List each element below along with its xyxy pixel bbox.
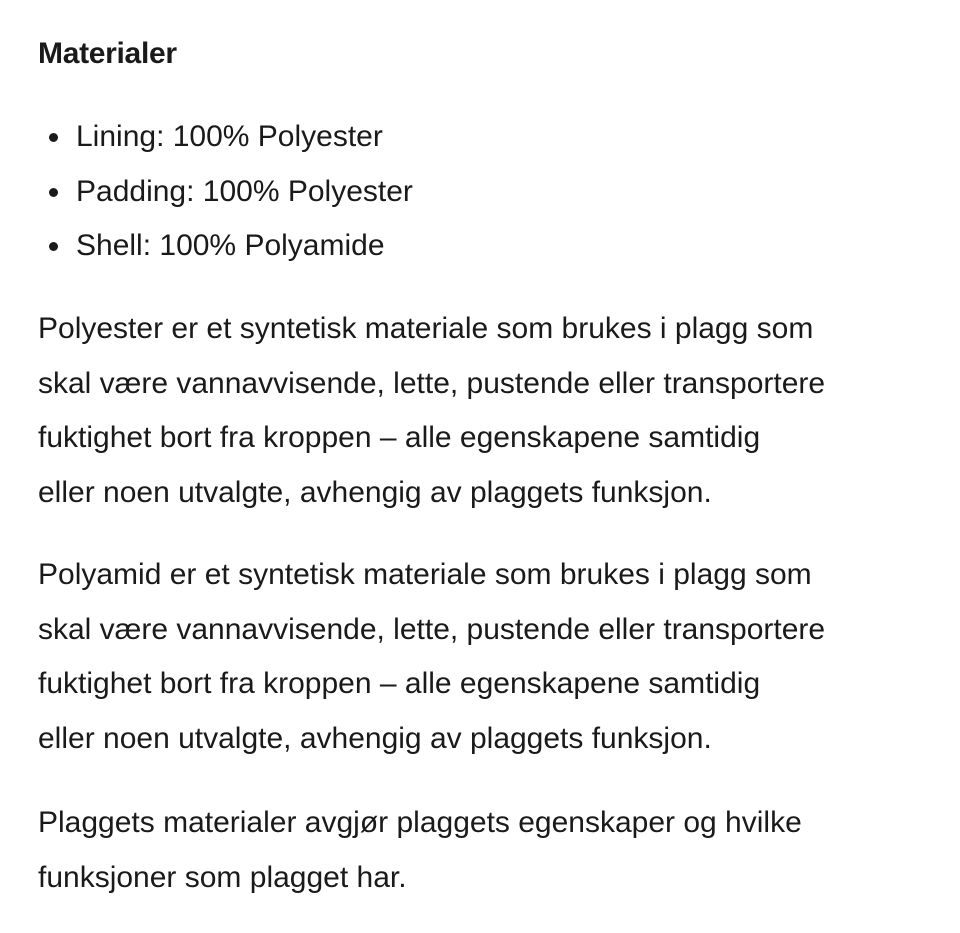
material-lining: Lining: 100% Polyester bbox=[76, 120, 383, 153]
list-item bbox=[38, 219, 413, 274]
section-heading: Materialer bbox=[38, 37, 177, 70]
text-line: skal være vannavvisende, lette, pustende eller transportere bbox=[38, 366, 826, 400]
text-line: fuktighet bort fra kroppen – alle egenskapene samtidig bbox=[38, 421, 761, 454]
bullet-icon bbox=[49, 133, 58, 142]
list-item bbox=[38, 110, 413, 165]
text-line: eller noen utvalgte, avhengig av plaggets funksjon. bbox=[38, 475, 712, 509]
text-line: Polyester er et syntetisk materiale som brukes i plagg som bbox=[38, 312, 814, 345]
bullet-icon bbox=[49, 188, 58, 197]
text-line: Plaggets materialer avgjør plaggets egenskaper og hvilke bbox=[38, 806, 802, 839]
text-line: Polyamid er et syntetisk materiale som brukes i plagg som bbox=[38, 558, 812, 591]
material-shell: Shell: 100% Polyamide bbox=[76, 229, 385, 262]
text-line: funksjoner som plagget har. bbox=[38, 860, 407, 894]
materials-summary bbox=[38, 796, 938, 905]
text-line: skal være vannavvisende, lette, pustende eller transportere bbox=[38, 612, 826, 646]
bullet-icon bbox=[49, 242, 58, 251]
text-line: eller noen utvalgte, avhengig av plaggets funksjon. bbox=[38, 721, 712, 755]
materials-list bbox=[38, 110, 413, 274]
polyamide-description bbox=[38, 548, 938, 766]
list-item bbox=[38, 165, 413, 220]
polyester-description bbox=[38, 302, 938, 520]
material-padding: Padding: 100% Polyester bbox=[76, 174, 413, 208]
text-line: fuktighet bort fra kroppen – alle egenskapene samtidig bbox=[38, 667, 761, 700]
